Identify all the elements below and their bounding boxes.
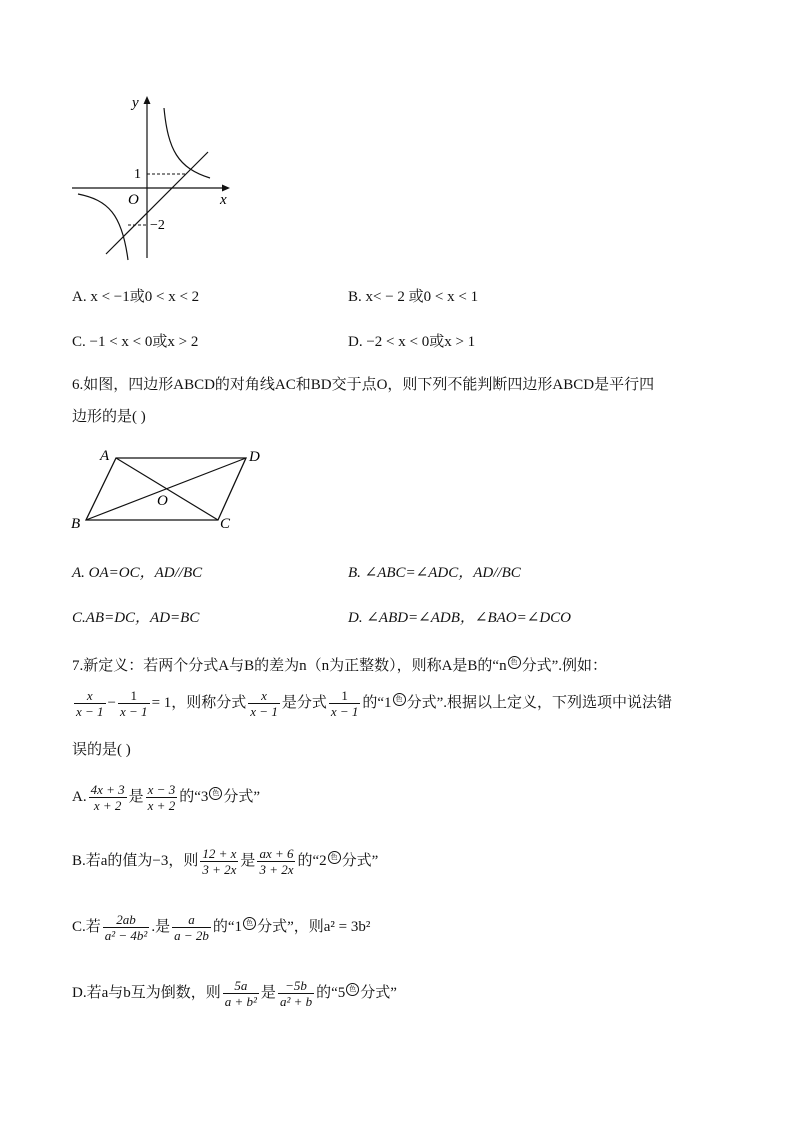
q7-stem-line1: 7.新定义：若两个分式A与B的差为n（n为正整数），则称A是B的“n 色 分式”.例如：	[72, 658, 608, 674]
vertex-c: C	[220, 516, 231, 532]
mark-icon: 色	[346, 983, 359, 996]
mark-icon: 色	[393, 693, 406, 706]
q6-option-d[interactable]: D. ∠ABD=∠ADB，∠BAO=∠DCO	[348, 610, 571, 626]
vertex-d: D	[249, 449, 260, 465]
q5-option-b[interactable]: B. x< − 2 或0 < x < 1	[348, 289, 479, 305]
q5-option-c[interactable]: C. −1 < x < 0或x > 2	[72, 334, 199, 350]
x-axis-arrow	[222, 185, 230, 192]
q7-option-d[interactable]: D.若a与b互为倒数，则 $\frac{5a}{\text{a + b²}}$ 是 $\frac{-5b}{\text{a² + b}}$ 的“5 色 分式”	[72, 978, 397, 1009]
label-origin: O	[128, 192, 139, 208]
q5-option-a[interactable]: A. x < −1或0 < x < 2	[72, 289, 200, 305]
hyperbola-branch-upper	[164, 108, 210, 178]
q6-option-b[interactable]: B. ∠ABC=∠ADC，AD//BC	[348, 565, 521, 581]
linear-line	[106, 152, 208, 254]
q7-option-b[interactable]: B.若a的值为−3，则 $\frac{12 + x}{3 + 2x}$ 是 $\frac{ax + 6}{3 + 2x}$ 的“2 色 分式”	[72, 846, 379, 877]
mark-icon: 色	[328, 851, 341, 864]
hyperbola-branch-lower	[78, 194, 128, 260]
q7-stem-line3: 误的是( )	[72, 742, 131, 758]
q6-option-c[interactable]: C.AB=DC，AD=BC	[72, 610, 200, 626]
q6-stem-line1: 6.如图，四边形ABCD的对角线AC和BD交于点O，则下列不能判断四边形ABCD是平行四	[72, 377, 655, 393]
vertex-a: A	[100, 448, 110, 464]
label-x: x	[220, 192, 227, 208]
q6-option-a[interactable]: A. OA=OC，AD//BC	[72, 565, 203, 581]
vertex-b: B	[71, 516, 81, 532]
mark-icon: 色	[209, 787, 222, 800]
y-axis-arrow	[144, 96, 151, 104]
q7-option-c[interactable]: C.若 $\frac{2ab}{\text{a² − 4b²}}$ .是 $\frac{a}{a - 2b}$ 的“1 色 分式”，则a² = 3b²	[72, 912, 371, 943]
mark-icon: 色	[243, 917, 256, 930]
point-o: O	[157, 493, 168, 509]
q5-option-d[interactable]: D. −2 < x < 0或x > 1	[348, 334, 476, 350]
q7-option-a[interactable]: A. $\frac{4x + 3}{x + 2}$ 是 $\frac{x - 3}{x + 2}$ 的“3 色 分式”	[72, 782, 261, 813]
q5-graph	[60, 90, 260, 270]
label-neg-two: −2	[150, 218, 165, 233]
q6-parallelogram-figure	[66, 440, 276, 535]
mark-icon: 色	[508, 656, 521, 669]
q7-example-line: $\frac{x}{x - 1}$ − $\frac{1}{x - 1}$ = 1，则称分式 $\frac{x}{x - 1}$ 是分式 $\frac{1}{x - 1}$ 的“1 色 分式”.根据以上定义，下列选项中说法错	[76, 688, 672, 719]
q6-stem-line2: 边形的是( )	[72, 409, 146, 425]
label-y: y	[132, 95, 139, 111]
label-one: 1	[134, 167, 141, 182]
